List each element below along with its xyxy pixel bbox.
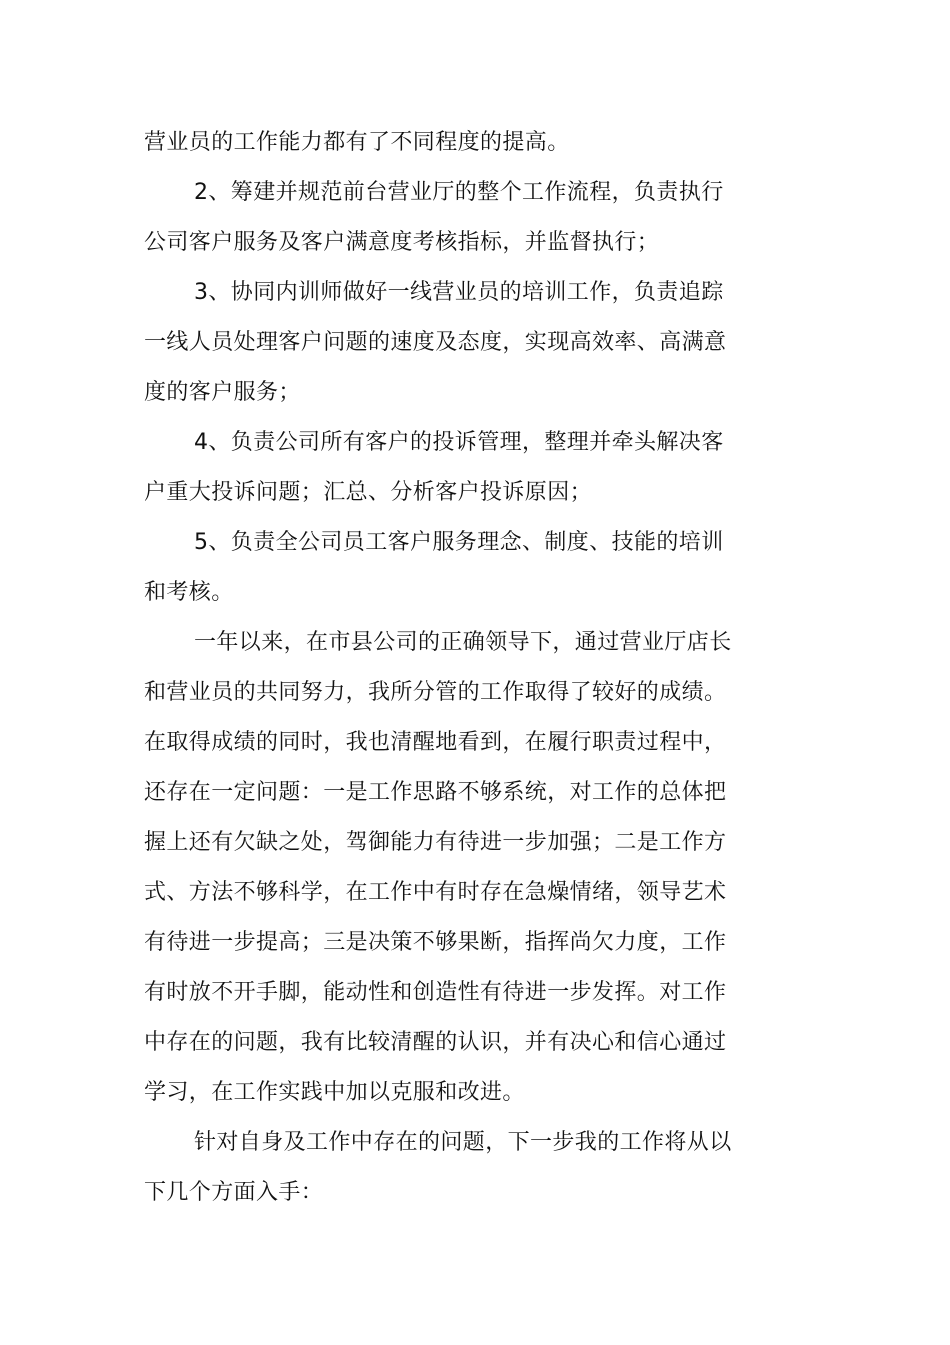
paragraph-start: 针对自身及工作中存在的问题，下一步我的工作将从以 <box>194 1130 732 1155</box>
text-line: 有待进一步提高；三是决策不够果断，指挥尚欠力度，工作 <box>144 930 727 955</box>
text-line: 有时放不开手脚，能动性和创造性有待进一步发挥。对工作 <box>144 980 727 1005</box>
text-line: 学习，在工作实践中加以克服和改进。 <box>144 1080 525 1105</box>
text-line: 营业员的工作能力都有了不同程度的提高。 <box>144 130 570 155</box>
text-line: 和营业员的共同努力，我所分管的工作取得了较好的成绩。 <box>144 680 727 705</box>
text-line: 度的客户服务； <box>144 380 301 405</box>
text-line: 公司客户服务及客户满意度考核指标，并监督执行； <box>144 230 660 255</box>
text-line: 下几个方面入手： <box>144 1180 324 1205</box>
list-item-3-start: 3、协同内训师做好一线营业员的培训工作，负责追踪 <box>194 280 724 305</box>
text-line: 还存在一定问题：一是工作思路不够系统，对工作的总体把 <box>144 780 727 805</box>
text-line: 在取得成绩的同时，我也清醒地看到，在履行职责过程中， <box>144 730 727 755</box>
text-line: 握上还有欠缺之处，驾御能力有待进一步加强；二是工作方 <box>144 830 727 855</box>
list-item-2-start: 2、筹建并规范前台营业厅的整个工作流程，负责执行 <box>194 180 724 205</box>
text-line: 中存在的问题，我有比较清醒的认识，并有决心和信心通过 <box>144 1030 727 1055</box>
text-line: 和考核。 <box>144 580 234 605</box>
list-item-4-start: 4、负责公司所有客户的投诉管理，整理并牵头解决客 <box>194 430 724 455</box>
text-line: 户重大投诉问题；汇总、分析客户投诉原因； <box>144 480 593 505</box>
paragraph-start: 一年以来，在市县公司的正确领导下，通过营业厅店长 <box>194 630 732 655</box>
text-line: 式、方法不够科学，在工作中有时存在急燥情绪，领导艺术 <box>144 880 727 905</box>
text-line: 一线人员处理客户问题的速度及态度，实现高效率、高满意 <box>144 330 727 355</box>
document-body <box>144 118 744 1218</box>
list-item-5-start: 5、负责全公司员工客户服务理念、制度、技能的培训 <box>194 530 724 555</box>
